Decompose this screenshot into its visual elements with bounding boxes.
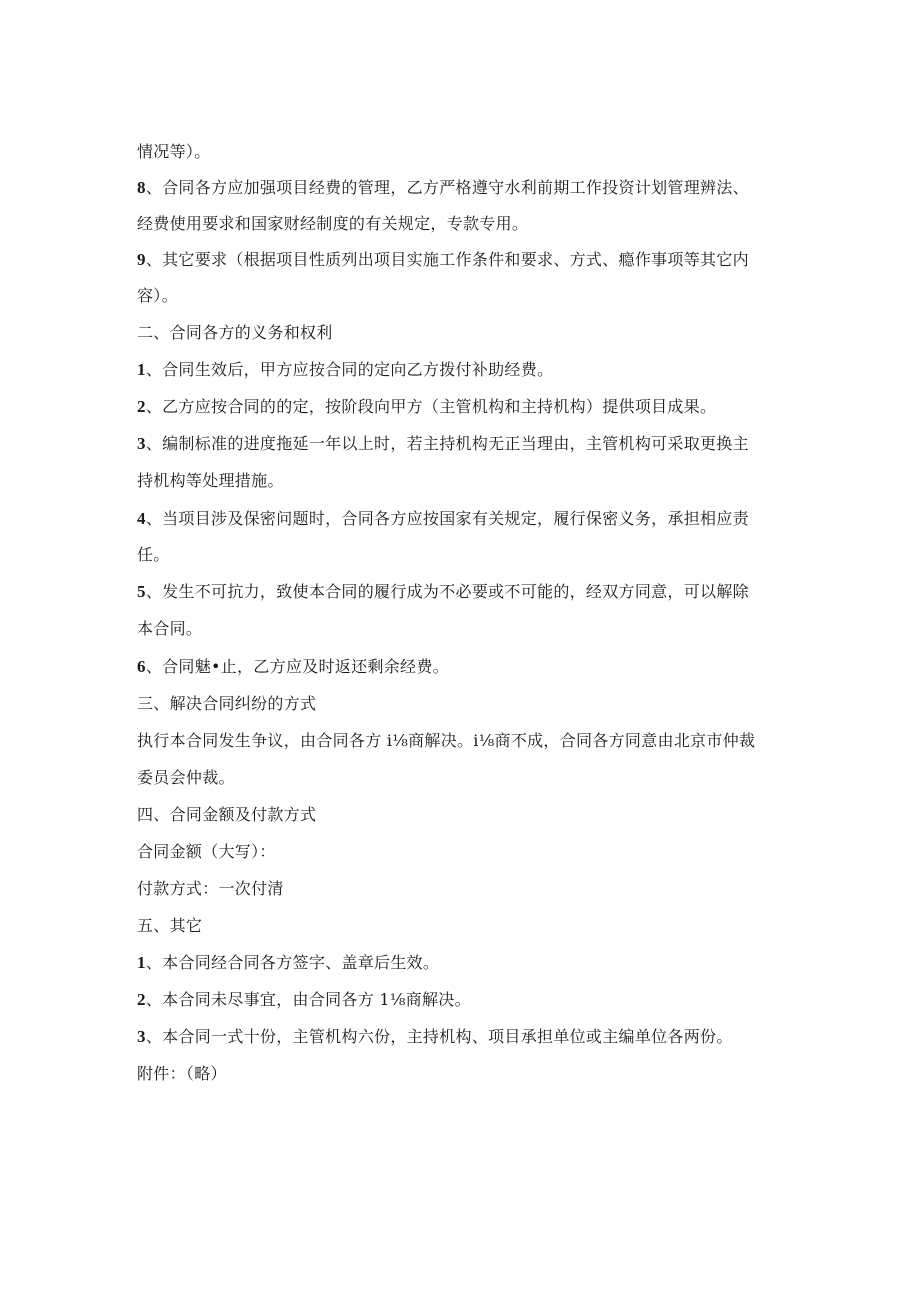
section-heading: 四、合同金额及付款方式 — [137, 805, 317, 824]
text-line: 持机构等处理措施。 — [137, 471, 284, 490]
text-line: 2、乙方应按合同的的定，按阶段向甲方（主管机构和主持机构）提供项目成果。 — [137, 397, 717, 416]
text-line: 1、本合同经合同各方签字、盖章后生效。 — [137, 953, 440, 972]
text-line: 容）。 — [137, 286, 178, 305]
text-line: 本合同。 — [137, 619, 203, 638]
attachment-line: 附件：（略） — [137, 1064, 227, 1083]
text-line: 9、其它要求（根据项目性质列出项目实施工作条件和要求、方式、瘾作事项等其它内 — [137, 250, 749, 269]
text-line: 5、发生不可抗力，致使本合同的履行成为不必要或不可能的，经双方同意，可以解除 — [137, 582, 749, 601]
text-line: 执行本合同发生争议，由合同各方 i⅛商解决。i⅛商不成，合同各方同意由北京市仲裁 — [137, 731, 756, 750]
section-heading: 三、解决合同纠纷的方式 — [137, 694, 317, 713]
text-line: 合同金额（大写）： — [137, 842, 276, 861]
text-line: 付款方式：一次付清 — [137, 879, 284, 898]
text-line: 4、当项目涉及保密问题时，合同各方应按国家有关规定，履行保密义务，承担相应责 — [137, 509, 749, 528]
text-line: 情况等）。 — [137, 142, 211, 161]
text-line: 1、合同生效后，甲方应按合同的定向乙方拨付补助经费。 — [137, 360, 554, 379]
text-line: 3、编制标准的进度拖延一年以上时，若主持机构无正当理由，主管机构可采取更换主 — [137, 434, 749, 453]
text-line: 2、本合同未尽事宜，由合同各方 1⅛商解决。 — [137, 990, 471, 1009]
text-line: 经费使用要求和国家财经制度的有关规定，专款专用。 — [137, 214, 529, 233]
text-line: 委员会仲裁。 — [137, 768, 235, 787]
text-line: 任。 — [137, 545, 170, 564]
section-heading: 五、其它 — [137, 916, 203, 935]
text-line: 8、合同各方应加强项目经费的管理，乙方严格遵守水利前期工作投资计划管理辨法、 — [137, 178, 749, 197]
section-heading: 二、合同各方的义务和权利 — [137, 323, 333, 342]
text-line: 6、合同魅•止，乙方应及时返还剩余经费。 — [137, 657, 449, 676]
text-line: 3、本合同一式十份，主管机构六份，主持机构、项目承担单位或主编单位各两份。 — [137, 1027, 733, 1046]
